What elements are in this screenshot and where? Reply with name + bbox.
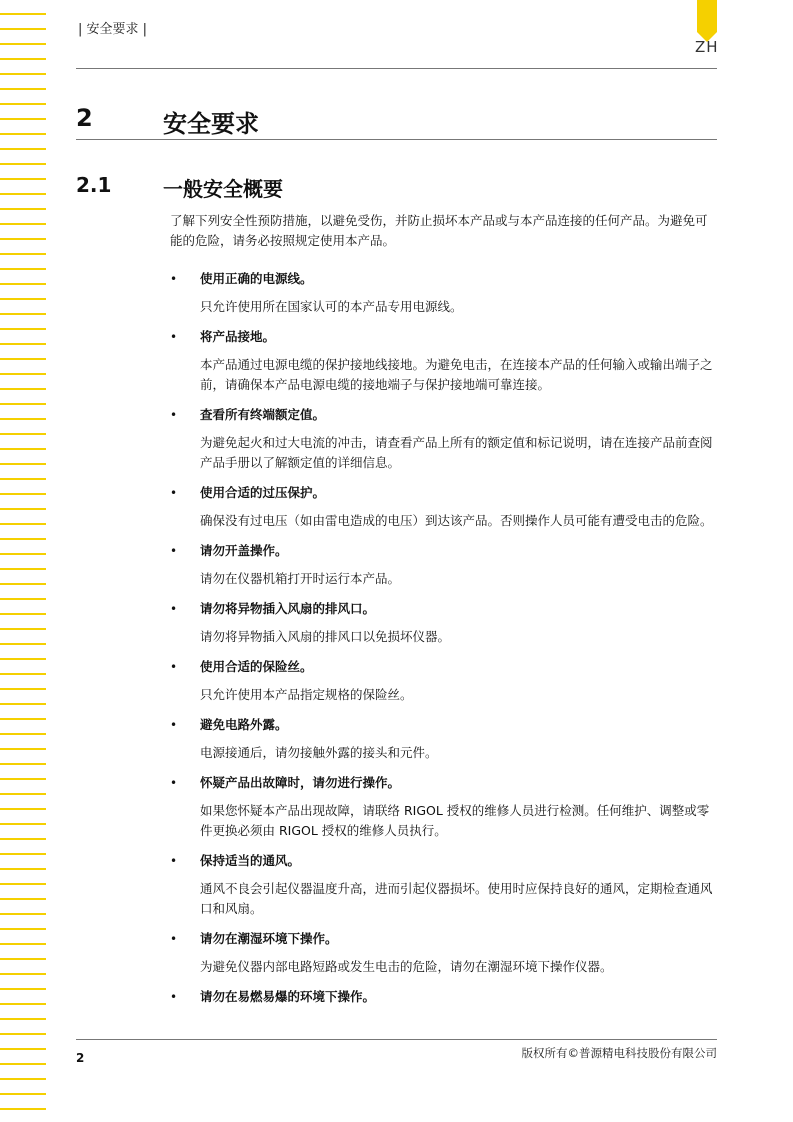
- safety-item: [170, 541, 718, 589]
- safety-item-body: 电源接通后，请勿接触外露的接头和元件。: [200, 745, 438, 760]
- safety-item-title: 请勿将异物插入风扇的排风口。: [200, 601, 376, 616]
- section-content: [170, 211, 718, 1017]
- chapter-rule: [76, 139, 717, 140]
- running-header: | 安全要求 |: [78, 22, 148, 37]
- safety-item: [170, 715, 718, 763]
- safety-item: [170, 987, 718, 1007]
- section-number: 2.1: [76, 173, 112, 197]
- safety-item-title: 将产品接地。: [200, 329, 276, 344]
- bullet-icon: •: [170, 408, 178, 422]
- bullet-icon: •: [170, 854, 178, 868]
- safety-item: [170, 657, 718, 705]
- safety-item-body: 请勿将异物插入风扇的排风口以免损坏仪器。: [200, 629, 451, 644]
- section-title: 一般安全概要: [163, 177, 283, 201]
- language-tab-marker: [697, 0, 717, 32]
- chapter-title: 安全要求: [163, 110, 259, 138]
- safety-item-body: 确保没有过电压（如由雷电造成的电压）到达该产品。否则操作人员可能有遭受电击的危险。: [200, 513, 713, 528]
- safety-item-body: 请勿在仪器机箱打开时运行本产品。: [200, 571, 401, 586]
- safety-item-body: 只允许使用所在国家认可的本产品专用电源线。: [200, 299, 463, 314]
- page-number: 2: [76, 1051, 85, 1065]
- safety-item-body: 如果您怀疑本产品出现故障，请联络 RIGOL 授权的维修人员进行检测。任何维护、调整或零件更换必须由 RIGOL 授权的维修人员执行。: [200, 803, 710, 838]
- bullet-icon: •: [170, 544, 178, 558]
- bullet-icon: •: [170, 932, 178, 946]
- safety-item: [170, 851, 718, 919]
- header-rule: [76, 68, 717, 69]
- safety-item-body: 只允许使用本产品指定规格的保险丝。: [200, 687, 413, 702]
- footer-rule: [76, 1039, 717, 1040]
- safety-item: [170, 929, 718, 977]
- bullet-icon: •: [170, 776, 178, 790]
- safety-item-body: 本产品通过电源电缆的保护接地线接地。为避免电击，在连接本产品的任何输入或输出端子之前，请确保本产品电源电缆的接地端子与保护接地端可靠连接。: [200, 357, 713, 392]
- safety-item: [170, 483, 718, 531]
- safety-list: [170, 269, 718, 1007]
- safety-item: [170, 327, 718, 395]
- safety-item: [170, 773, 718, 841]
- bullet-icon: •: [170, 660, 178, 674]
- language-label: ZH: [695, 38, 719, 56]
- safety-item-title: 怀疑产品出故障时，请勿进行操作。: [200, 775, 401, 790]
- copyright-text: 版权所有©普源精电科技股份有限公司: [521, 1046, 717, 1060]
- safety-item-body: 为避免起火和过大电流的冲击，请查看产品上所有的额定值和标记说明，请在连接产品前查阅产品手册以了解额定值的详细信息。: [200, 435, 713, 470]
- bullet-icon: •: [170, 990, 178, 1004]
- safety-item-body: 为避免仪器内部电路短路或发生电击的危险，请勿在潮湿环境下操作仪器。: [200, 959, 613, 974]
- safety-item-title: 使用合适的保险丝。: [200, 659, 313, 674]
- bullet-icon: •: [170, 486, 178, 500]
- safety-item-title: 保持适当的通风。: [200, 853, 301, 868]
- safety-item-title: 请勿在易燃易爆的环境下操作。: [200, 989, 376, 1004]
- safety-item-title: 请勿在潮湿环境下操作。: [200, 931, 338, 946]
- safety-item-title: 使用正确的电源线。: [200, 271, 313, 286]
- safety-item: [170, 405, 718, 473]
- bullet-icon: •: [170, 272, 178, 286]
- decorative-margin-lines: [0, 0, 46, 1122]
- safety-item: [170, 599, 718, 647]
- bullet-icon: •: [170, 330, 178, 344]
- safety-item-body: 通风不良会引起仪器温度升高，进而引起仪器损坏。使用时应保持良好的通风，定期检查通风口和风扇。: [200, 881, 713, 916]
- chapter-number: 2: [76, 104, 93, 132]
- safety-item: [170, 269, 718, 317]
- bullet-icon: •: [170, 602, 178, 616]
- intro-paragraph: 了解下列安全性预防措施，以避免受伤，并防止损坏本产品或与本产品连接的任何产品。为避免可能的危险，请务必按照规定使用本产品。: [170, 213, 708, 248]
- safety-item-title: 使用合适的过压保护。: [200, 485, 326, 500]
- safety-item-title: 请勿开盖操作。: [200, 543, 288, 558]
- safety-item-title: 查看所有终端额定值。: [200, 407, 326, 422]
- safety-item-title: 避免电路外露。: [200, 717, 288, 732]
- bullet-icon: •: [170, 718, 178, 732]
